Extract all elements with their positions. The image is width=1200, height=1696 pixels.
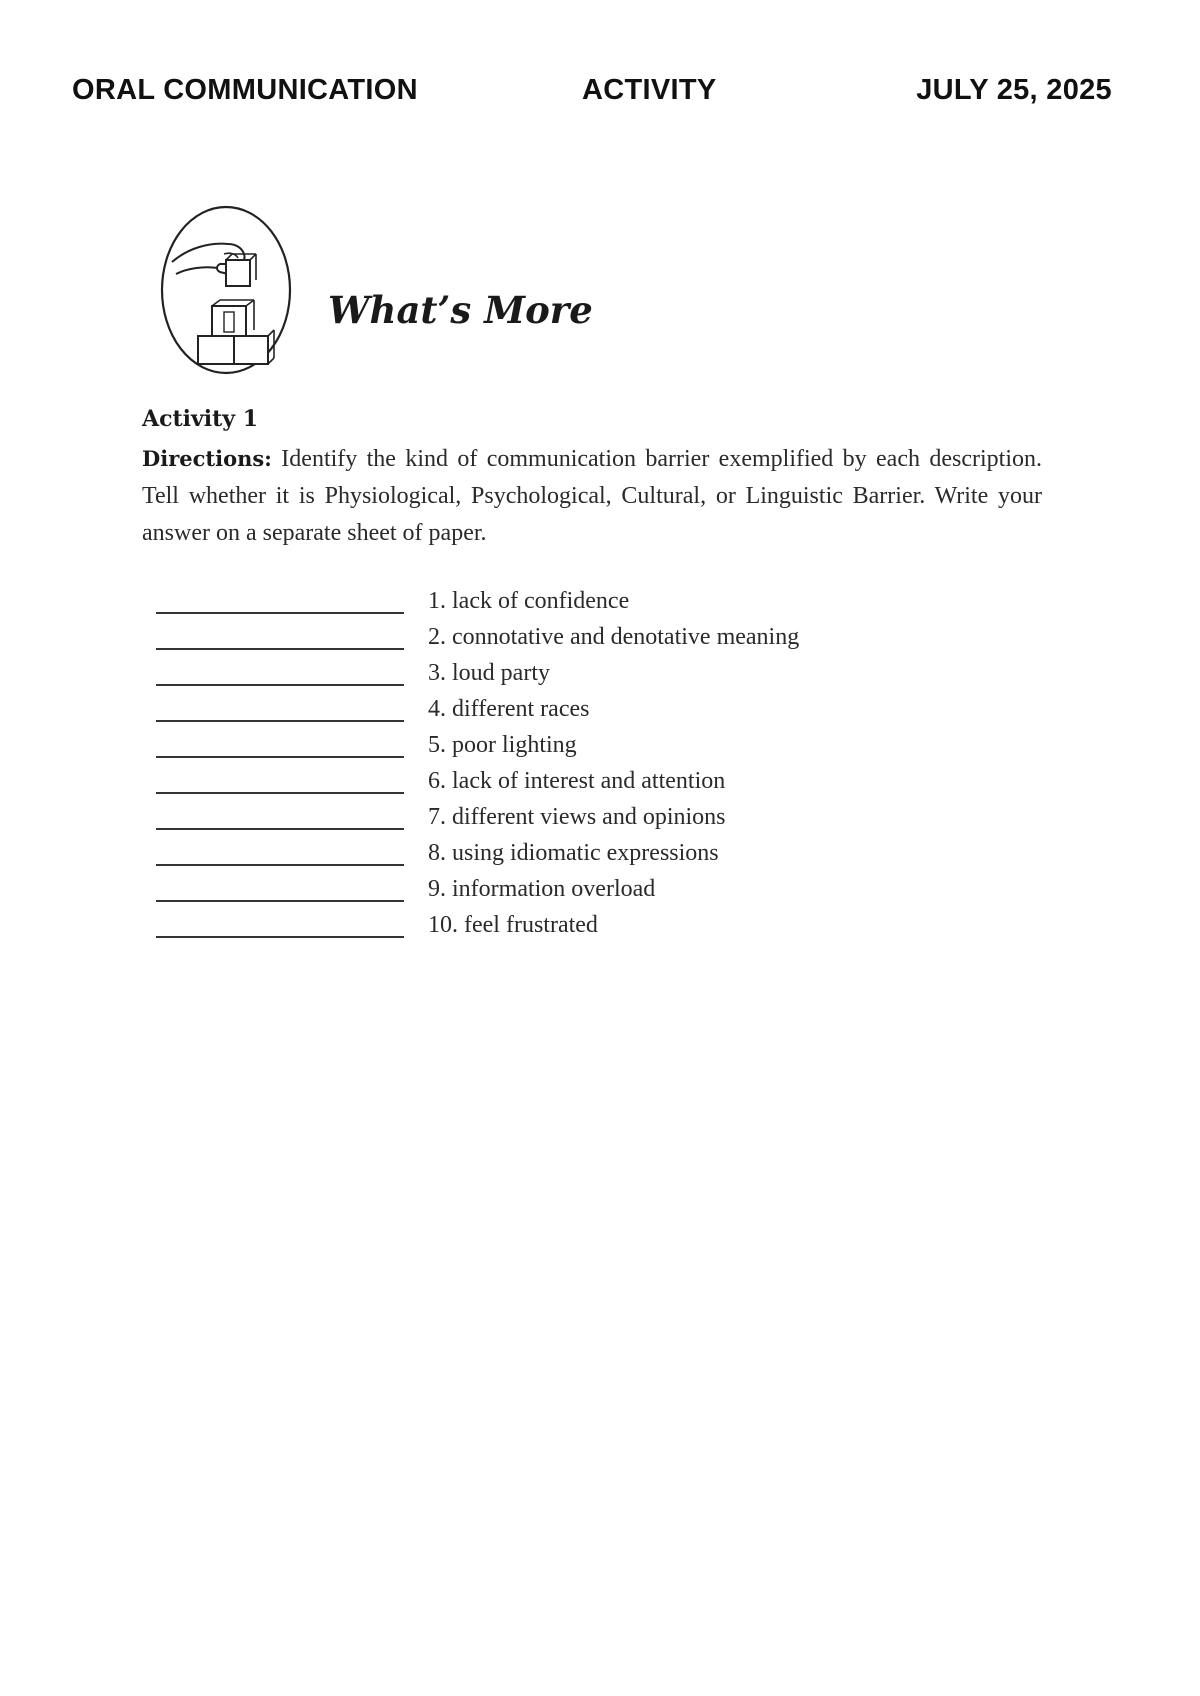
list-item: [156, 838, 956, 874]
item-text: 9. information overload: [428, 876, 656, 902]
list-item: [156, 694, 956, 730]
item-text: 1. lack of confidence: [428, 588, 630, 614]
item-text: 7. different views and opinions: [428, 804, 726, 830]
item-text: 6. lack of interest and attention: [428, 768, 726, 794]
item-text: 8. using idiomatic expressions: [428, 840, 719, 866]
hand-stacking-blocks-icon: [158, 204, 298, 376]
item-list: [156, 586, 956, 946]
activity-block: [142, 406, 1042, 552]
directions-text: Identify the kind of communication barrier exemplified by each description. Tell whether it is Physiological, Psychological, Cultural, or Linguistic Barrier. Write your answer on a separate sheet of paper.: [142, 446, 1042, 546]
directions-label: Directions:: [142, 446, 272, 471]
list-item: [156, 802, 956, 838]
activity-title: Activity 1: [142, 406, 259, 432]
list-item: [156, 658, 956, 694]
answer-blank: [156, 756, 404, 758]
answer-blank: [156, 648, 404, 650]
answer-blank: [156, 864, 404, 866]
list-item: [156, 730, 956, 766]
answer-blank: [156, 720, 404, 722]
answer-blank: [156, 684, 404, 686]
answer-blank: [156, 900, 404, 902]
list-item: [156, 910, 956, 946]
section-title: What’s More: [328, 288, 593, 332]
header-subject: ORAL COMMUNICATION: [72, 74, 418, 106]
list-item: [156, 766, 956, 802]
document-header: [72, 74, 1112, 114]
directions: [142, 440, 1042, 552]
list-item: [156, 586, 956, 622]
answer-blank: [156, 792, 404, 794]
item-text: 10. feel frustrated: [428, 912, 598, 938]
item-text: 3. loud party: [428, 660, 550, 686]
header-date: JULY 25, 2025: [916, 74, 1112, 106]
item-text: 4. different races: [428, 696, 590, 722]
header-activity-type: ACTIVITY: [582, 74, 717, 106]
answer-blank: [156, 612, 404, 614]
list-item: [156, 622, 956, 658]
list-item: [156, 874, 956, 910]
item-text: 5. poor lighting: [428, 732, 577, 758]
item-text: 2. connotative and denotative meaning: [428, 624, 800, 650]
answer-blank: [156, 828, 404, 830]
answer-blank: [156, 936, 404, 938]
